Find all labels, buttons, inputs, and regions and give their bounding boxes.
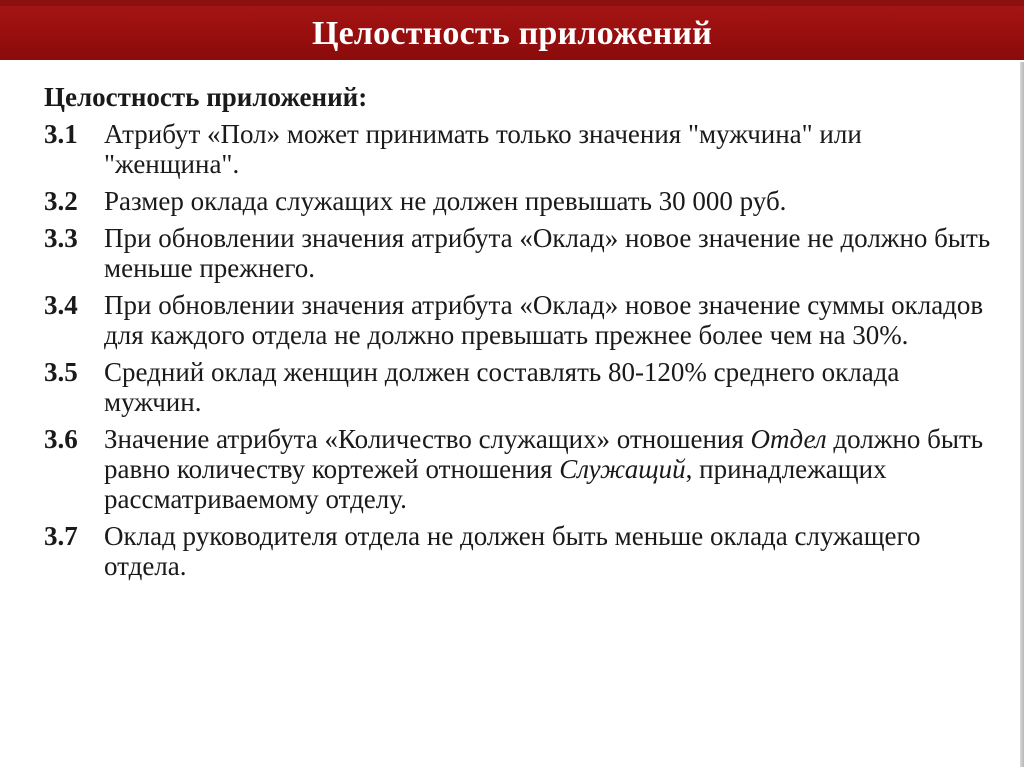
item-text: Средний оклад женщин должен составлять 80-120% среднего оклада мужчин. — [104, 357, 900, 417]
item-number: 3.6 — [44, 424, 78, 454]
item-text: Размер оклада служащих не должен превышать 30 000 руб. — [104, 186, 787, 216]
item-text: При обновлении значения атрибута «Оклад» новое значение суммы окладов для каждого отдела не должно превышать прежнее более чем на 30%. — [104, 290, 984, 350]
relation-name-italic: Служащий — [559, 454, 686, 484]
slide-title: Целостность приложений — [311, 15, 713, 52]
item-number: 3.2 — [44, 186, 78, 216]
title-bar — [0, 6, 1024, 62]
list-item — [44, 119, 994, 179]
item-text: Оклад руководителя отдела не должен быть меньше оклада служащего отдела. — [104, 521, 921, 581]
item-text: При обновлении значения атрибута «Оклад» новое значение не должно быть меньше прежнего. — [104, 223, 991, 283]
item-text-part: , принадлежащих рассматриваемому отделу. — [104, 454, 887, 514]
slide-edge-shadow — [1020, 62, 1024, 767]
section-heading: Целостность приложений: — [44, 82, 368, 112]
item-text: Атрибут «Пол» может принимать только значения "мужчина" или "женщина". — [104, 119, 862, 179]
list-item — [44, 223, 994, 283]
item-text-part: должно быть равно количеству кортежей отношения — [104, 424, 984, 484]
relation-name-italic: Отдел — [750, 424, 827, 454]
item-text — [104, 424, 994, 514]
slide-body — [44, 82, 994, 588]
item-number: 3.1 — [44, 119, 78, 149]
list-item — [44, 290, 994, 350]
list-item — [44, 521, 994, 581]
list-item — [44, 424, 994, 514]
item-text-part: Значение атрибута «Количество служащих» отношения — [104, 424, 744, 454]
list-item — [44, 186, 994, 216]
item-number: 3.7 — [44, 521, 78, 551]
item-number: 3.4 — [44, 290, 78, 320]
list-item — [44, 357, 994, 417]
item-number: 3.5 — [44, 357, 78, 387]
item-number: 3.3 — [44, 223, 78, 253]
